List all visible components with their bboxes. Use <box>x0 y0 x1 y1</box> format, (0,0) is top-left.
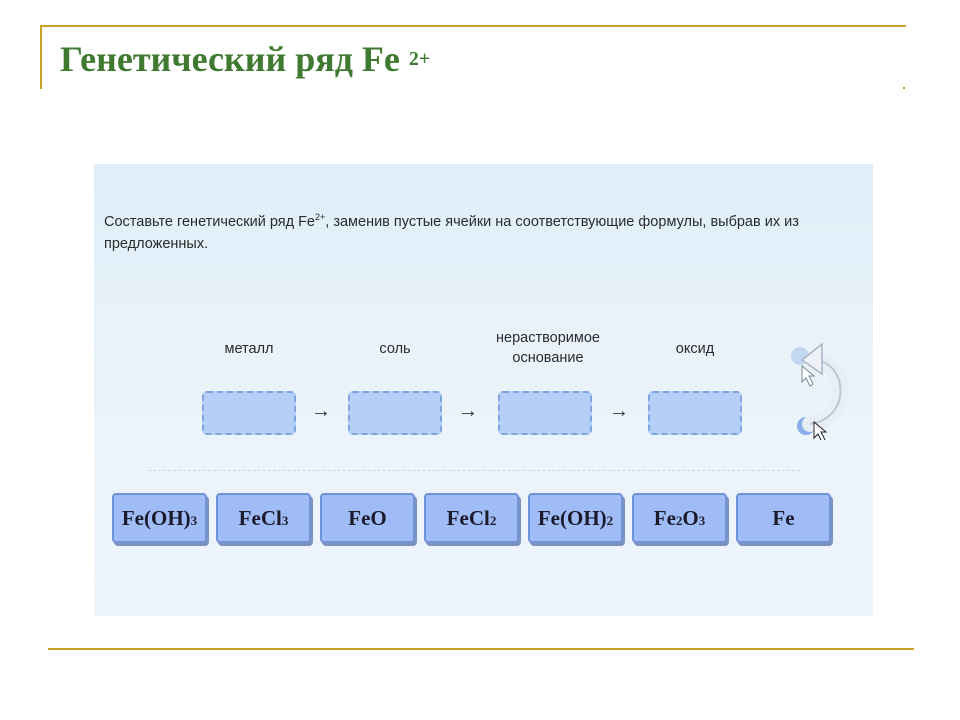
slide-title-charge: 2+ <box>408 48 431 70</box>
tile-text: Fe <box>772 505 795 530</box>
instruction-text <box>104 206 864 255</box>
tile-subscript: 2 <box>675 513 683 528</box>
frame-corner-mark <box>903 87 905 89</box>
slide-title-text: Генетический ряд Fe <box>60 39 409 79</box>
frame-left-line <box>40 25 42 89</box>
drop-slot-metal[interactable] <box>202 391 296 435</box>
slot-label-salt: соль <box>379 341 411 357</box>
arrow-1: → <box>311 400 331 422</box>
tile-subscript: 3 <box>281 513 289 528</box>
dashed-divider <box>148 470 800 471</box>
frame-top-line <box>40 25 906 27</box>
slot-label-metal: металл <box>224 341 274 357</box>
tile-text: Fe(OH) <box>537 505 607 530</box>
tile-text: FeCl <box>238 505 282 530</box>
drop-slot-base[interactable] <box>498 391 592 435</box>
tile-fe2o3[interactable] <box>632 493 727 543</box>
tile-text: FeO <box>348 505 387 530</box>
tile-subscript: 2 <box>489 513 497 528</box>
tile-fe[interactable] <box>736 493 831 543</box>
arrow-2: → <box>458 400 478 422</box>
slide-title <box>60 38 430 80</box>
tile-subscript: 2 <box>606 513 614 528</box>
tile-feo[interactable] <box>320 493 415 543</box>
tile-text: O <box>682 505 699 530</box>
tile-subscript: 3 <box>698 513 706 528</box>
cursor-ghost-icon <box>802 366 814 386</box>
reset-arrow-icon[interactable] <box>786 340 856 440</box>
tile-fe-oh-3[interactable] <box>112 493 207 543</box>
tile-fe-oh-2[interactable] <box>528 493 623 543</box>
slot-label-base: нерастворимое основание <box>496 330 600 366</box>
slot-label-oxide: оксид <box>675 341 715 357</box>
tile-text: Fe <box>653 505 676 530</box>
arrow-3: → <box>609 400 629 422</box>
frame-bottom-line <box>48 648 914 650</box>
tile-fecl3[interactable] <box>216 493 311 543</box>
tile-text: Fe(OH) <box>121 505 191 530</box>
tile-subscript: 3 <box>190 513 198 528</box>
instruction-charge: 2+ <box>315 212 326 222</box>
tile-fecl2[interactable] <box>424 493 519 543</box>
instruction-part2: , заменив пустые ячейки на соответствующие формулы, выбрав их из предложенных. <box>104 213 799 252</box>
drop-slot-oxide[interactable] <box>648 391 742 435</box>
instruction-part1: Составьте генетический ряд Fe <box>104 213 315 230</box>
exercise-panel <box>94 164 873 616</box>
drop-slot-salt[interactable] <box>348 391 442 435</box>
tile-text: FeCl <box>446 505 490 530</box>
